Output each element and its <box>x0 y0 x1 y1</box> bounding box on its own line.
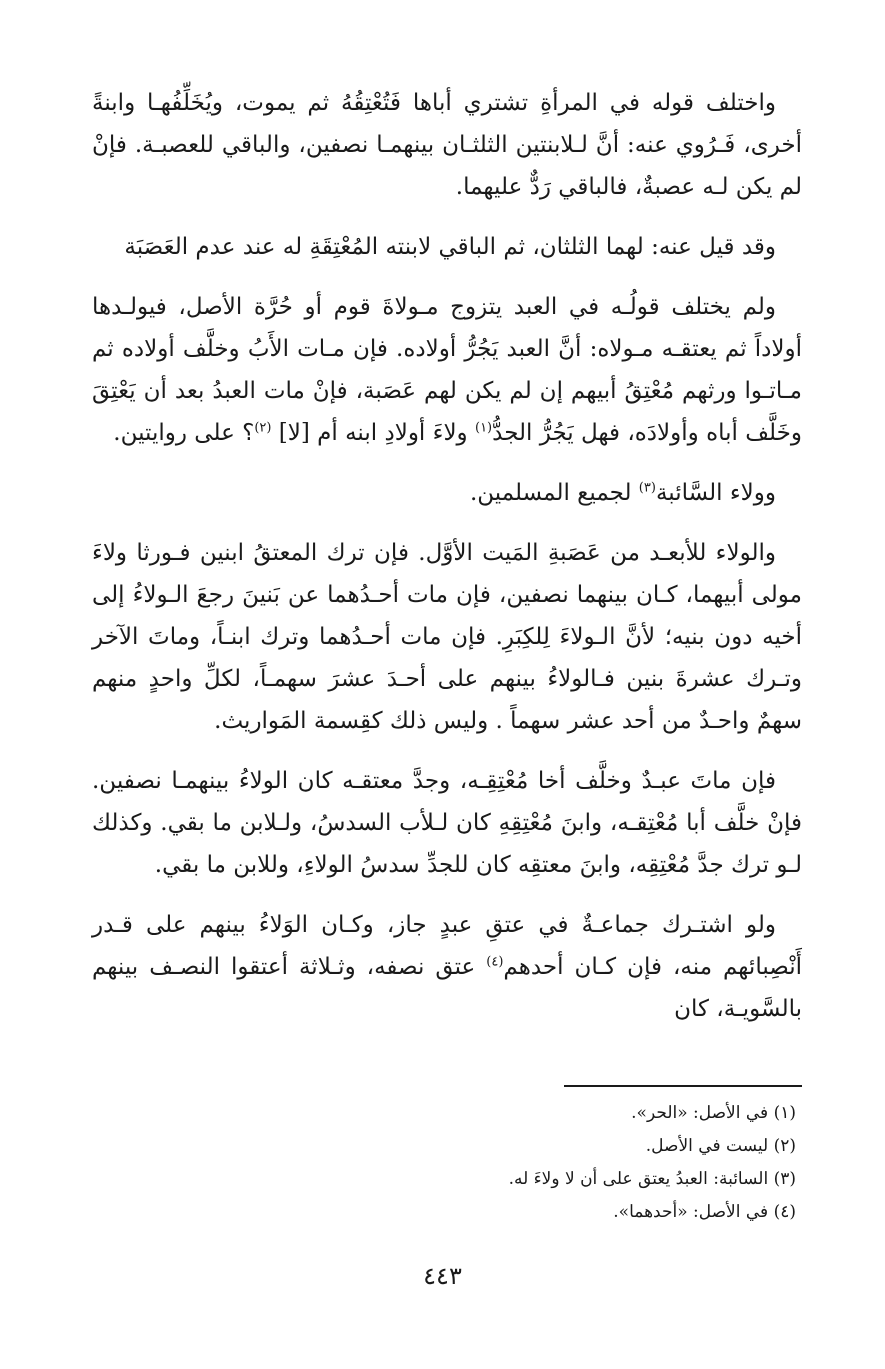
paragraph-text: عتق نصفه، وثـلاثة أعتقوا النصـف بينهم بالسَّويـة، كان <box>92 954 802 1022</box>
main-text <box>92 82 802 1048</box>
paragraph-text: وولاء السَّائبة <box>655 480 776 506</box>
footnote-divider <box>564 1085 802 1087</box>
footnote-ref: (٣) <box>638 480 656 496</box>
footnote-2: (٢) ليست في الأصل. <box>645 1136 796 1156</box>
footnote-3: (٣) السائبة: العبدُ يعتق على أن لا ولاءَ له. <box>508 1169 796 1189</box>
footnote-ref: (١) <box>474 420 493 436</box>
paragraph: وقد قيل عنه: لهما الثلثان، ثم الباقي لابنته المُعْتِقَةِ له عند عدم العَصَبَة <box>124 234 776 260</box>
paragraph: والولاء للأبعـد من عَصَبةِ المَيت الأوَّل. فإن ترك المعتقُ ابنين فـورثا ولاءَ مولى أبيهما، كـان بينهما نصفين، فإن مات أحـدُهما عن بَنينَ رجعَ الـولاءُ إلى أخيه دون بنيه؛ لأنَّ الـولاءَ لِلكِبَرِ. فإن مات أحـدُهما وترك ابنـاً، وماتَ الآخر وتـرك عشرةَ بنين فـالولاءُ بينهم على أحـدَ عشرَ سهمـاً، لكلِّ واحدٍ منهم سهمٌ واحـدٌ من أحد عشر سهماً . وليس ذلك كقِسمة المَواريث. <box>92 540 802 734</box>
footnote-ref: (٤) <box>486 954 504 970</box>
paragraph <box>92 904 802 1030</box>
footnote-1: (١) في الأصل: «الحر». <box>631 1103 796 1123</box>
paragraph-text: ؟ على روايتين. <box>113 420 255 446</box>
paragraph-text: ولاءَ أولادِ ابنه أم [لا] <box>278 420 468 446</box>
footnote-ref: (٢) <box>254 420 272 436</box>
paragraph-text: ولم يختلف قولُـه في العبد يتزوج مـولاةَ قوم أو حُرَّة الأصل، فيولـدها أولاداً ثم يعتقـه مـولاه: أنَّ العبد يَجُرُّ أولاده. فإن مـات الأَبُ وخلَّف أولاده ثم مـاتـوا ورثهم مُعْتِقُ أبيهم إن لم يكن لهم عَصَبة، فإنْ مات العبدُ بعد أن يَعْتِقَ وخَلَّف أباه وأولادَه، فهل يَجُرُّ الجدُّ <box>92 294 802 446</box>
paragraph-text: ولو اشتـرك جماعـةٌ في عتقِ عبدٍ جاز، وكـان الوَلاءُ بينهم على قـدر أَنْصِبائهم منه، فإن كـان أحدهم <box>92 912 803 980</box>
paragraph <box>92 286 802 454</box>
paragraph-text: لجميع المسلمين. <box>469 480 632 506</box>
paragraph: فإن ماتَ عبـدٌ وخلَّف أخا مُعْتِقِـه، وجدَّ معتقـه كان الولاءُ بينهمـا نصفين. فإنْ خلَّف أبا مُعْتِقـه، وابنَ مُعْتِقِهِ كان لـلأب السدسُ، ولـلابن ما بقي. وكذلك لـو ترك جدَّ مُعْتِقِه، وابنَ معتقِه كان للجدِّ سدسُ الولاءِ، وللابن ما بقي. <box>92 768 802 878</box>
footnotes <box>92 1085 802 1229</box>
page-number: ٤٤٣ <box>423 1262 462 1290</box>
footnote-4: (٤) في الأصل: «أحدهما». <box>613 1202 796 1222</box>
paragraph <box>92 472 802 514</box>
paragraph: واختلف قوله في المرأةِ تشتري أباها فَتُعْتِقُهُ ثم يموت، ويُخَلِّفُهـا وابنةً أخرى، فَـرُوي عنه: أنَّ لـلابنتين الثلثـان بينهمـا نصفين، والباقي للعصبـة. فإنْ لم يكن لـه عصبةٌ، فالباقي رَدٌّ عليهما. <box>92 90 802 200</box>
